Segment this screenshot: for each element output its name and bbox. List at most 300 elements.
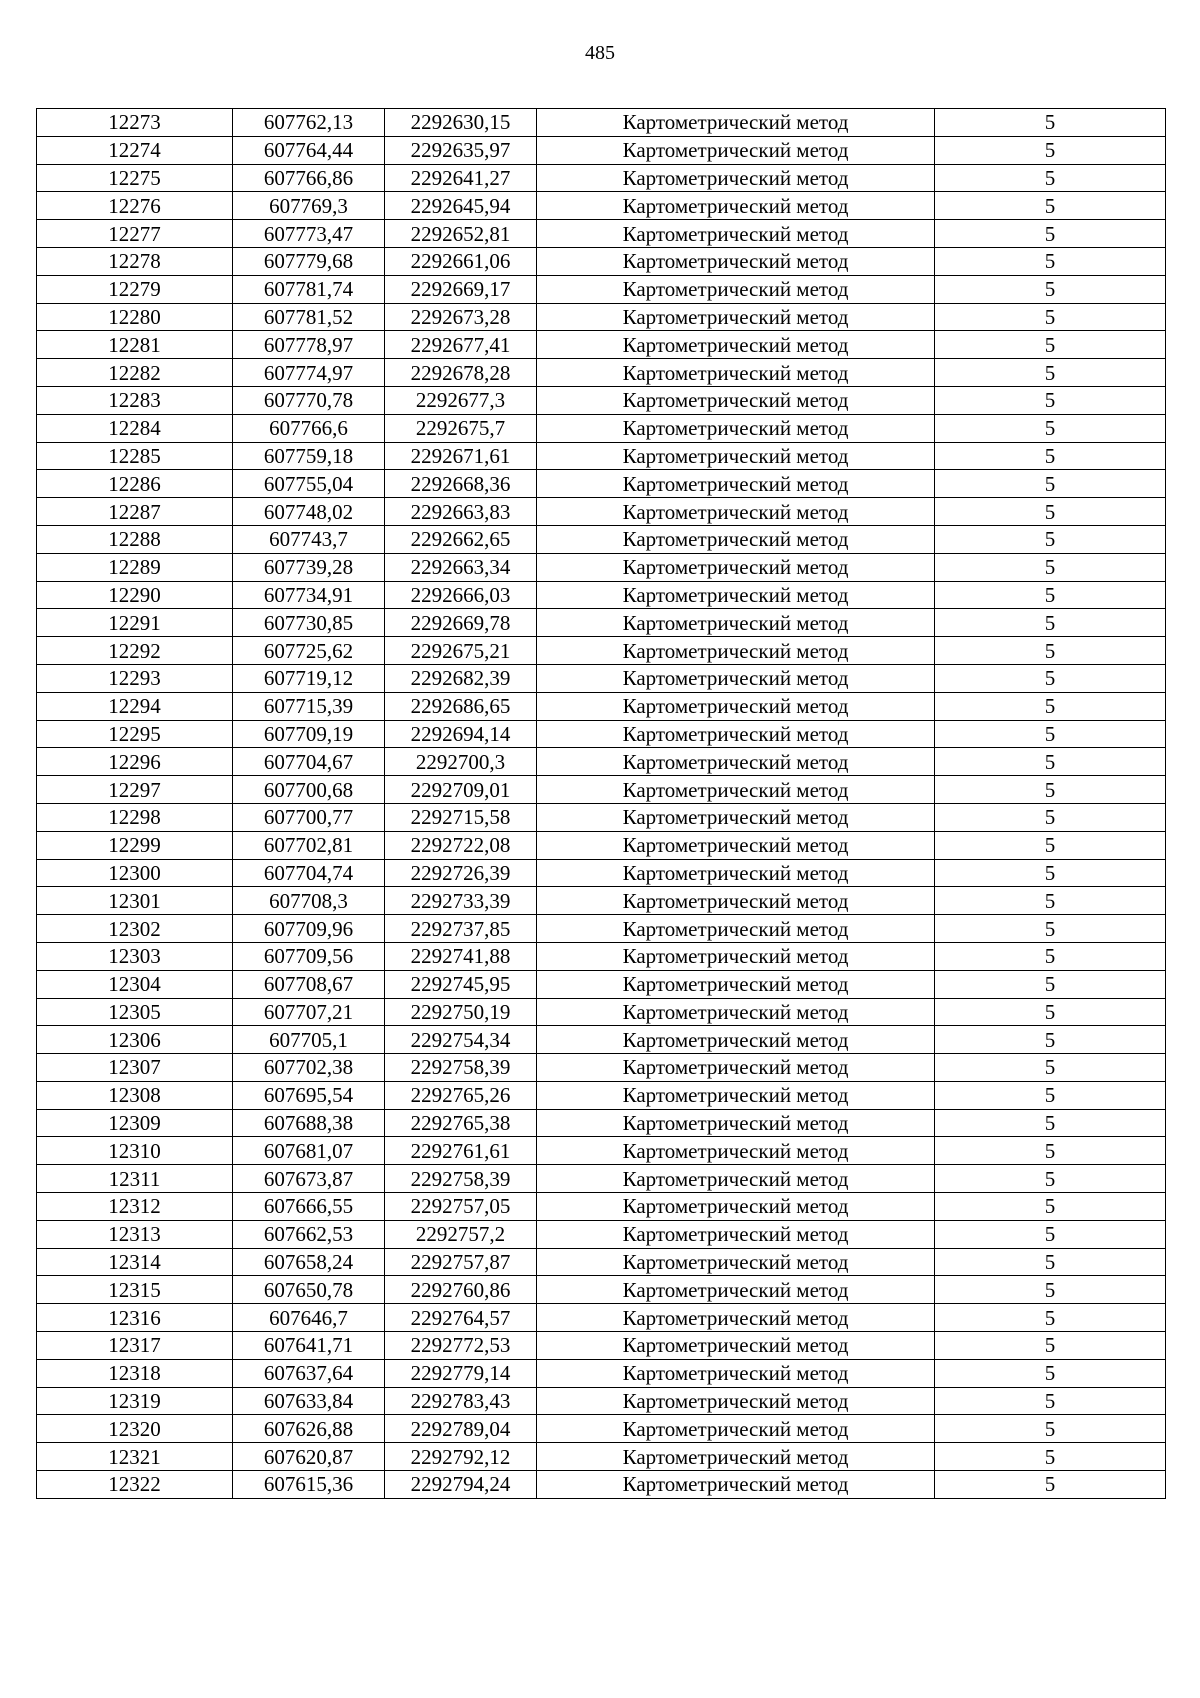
accuracy-cell: 5 <box>935 414 1166 442</box>
y-coordinate-cell: 2292700,3 <box>385 748 537 776</box>
point-number-cell: 12276 <box>37 192 233 220</box>
method-cell: Картометрический метод <box>537 1304 935 1332</box>
method-cell: Картометрический метод <box>537 581 935 609</box>
point-number-cell: 12281 <box>37 331 233 359</box>
y-coordinate-cell: 2292761,61 <box>385 1137 537 1165</box>
y-coordinate-cell: 2292669,78 <box>385 609 537 637</box>
method-cell: Картометрический метод <box>537 247 935 275</box>
y-coordinate-cell: 2292677,41 <box>385 331 537 359</box>
y-coordinate-cell: 2292645,94 <box>385 192 537 220</box>
table-row <box>37 859 1166 887</box>
table-row <box>37 942 1166 970</box>
method-cell: Картометрический метод <box>537 1443 935 1471</box>
point-number-cell: 12316 <box>37 1304 233 1332</box>
method-cell: Картометрический метод <box>537 136 935 164</box>
accuracy-cell: 5 <box>935 386 1166 414</box>
accuracy-cell: 5 <box>935 1165 1166 1193</box>
point-number-cell: 12283 <box>37 386 233 414</box>
y-coordinate-cell: 2292765,38 <box>385 1109 537 1137</box>
method-cell: Картометрический метод <box>537 637 935 665</box>
method-cell: Картометрический метод <box>537 831 935 859</box>
y-coordinate-cell: 2292745,95 <box>385 970 537 998</box>
table-row <box>37 609 1166 637</box>
method-cell: Картометрический метод <box>537 525 935 553</box>
table-row <box>37 637 1166 665</box>
point-number-cell: 12279 <box>37 275 233 303</box>
accuracy-cell: 5 <box>935 1054 1166 1082</box>
accuracy-cell: 5 <box>935 776 1166 804</box>
table-row <box>37 1165 1166 1193</box>
table-row <box>37 970 1166 998</box>
accuracy-cell: 5 <box>935 470 1166 498</box>
y-coordinate-cell: 2292678,28 <box>385 359 537 387</box>
x-coordinate-cell: 607673,87 <box>233 1165 385 1193</box>
accuracy-cell: 5 <box>935 275 1166 303</box>
point-number-cell: 12305 <box>37 998 233 1026</box>
y-coordinate-cell: 2292783,43 <box>385 1387 537 1415</box>
table-row <box>37 414 1166 442</box>
x-coordinate-cell: 607708,3 <box>233 887 385 915</box>
accuracy-cell: 5 <box>935 831 1166 859</box>
table-row <box>37 386 1166 414</box>
y-coordinate-cell: 2292666,03 <box>385 581 537 609</box>
table-body <box>37 109 1166 1499</box>
page-number: 485 <box>585 42 615 64</box>
y-coordinate-cell: 2292758,39 <box>385 1054 537 1082</box>
y-coordinate-cell: 2292673,28 <box>385 303 537 331</box>
y-coordinate-cell: 2292789,04 <box>385 1415 537 1443</box>
accuracy-cell: 5 <box>935 915 1166 943</box>
x-coordinate-cell: 607620,87 <box>233 1443 385 1471</box>
y-coordinate-cell: 2292675,21 <box>385 637 537 665</box>
table-row <box>37 220 1166 248</box>
table-row <box>37 1248 1166 1276</box>
point-number-cell: 12297 <box>37 776 233 804</box>
x-coordinate-cell: 607709,96 <box>233 915 385 943</box>
table-row <box>37 887 1166 915</box>
accuracy-cell: 5 <box>935 1248 1166 1276</box>
method-cell: Картометрический метод <box>537 1276 935 1304</box>
method-cell: Картометрический метод <box>537 1332 935 1360</box>
y-coordinate-cell: 2292760,86 <box>385 1276 537 1304</box>
x-coordinate-cell: 607770,78 <box>233 386 385 414</box>
x-coordinate-cell: 607725,62 <box>233 637 385 665</box>
table-row <box>37 247 1166 275</box>
method-cell: Картометрический метод <box>537 776 935 804</box>
method-cell: Картометрический метод <box>537 1109 935 1137</box>
y-coordinate-cell: 2292677,3 <box>385 386 537 414</box>
method-cell: Картометрический метод <box>537 859 935 887</box>
y-coordinate-cell: 2292779,14 <box>385 1359 537 1387</box>
x-coordinate-cell: 607734,91 <box>233 581 385 609</box>
accuracy-cell: 5 <box>935 1026 1166 1054</box>
x-coordinate-cell: 607705,1 <box>233 1026 385 1054</box>
accuracy-cell: 5 <box>935 192 1166 220</box>
x-coordinate-cell: 607708,67 <box>233 970 385 998</box>
x-coordinate-cell: 607662,53 <box>233 1220 385 1248</box>
method-cell: Картометрический метод <box>537 1415 935 1443</box>
table-row <box>37 1109 1166 1137</box>
table-row <box>37 803 1166 831</box>
table-row <box>37 1332 1166 1360</box>
table-row <box>37 692 1166 720</box>
x-coordinate-cell: 607748,02 <box>233 498 385 526</box>
method-cell: Картометрический метод <box>537 609 935 637</box>
y-coordinate-cell: 2292764,57 <box>385 1304 537 1332</box>
x-coordinate-cell: 607778,97 <box>233 331 385 359</box>
point-number-cell: 12288 <box>37 525 233 553</box>
y-coordinate-cell: 2292709,01 <box>385 776 537 804</box>
y-coordinate-cell: 2292754,34 <box>385 1026 537 1054</box>
point-number-cell: 12319 <box>37 1387 233 1415</box>
table-row <box>37 331 1166 359</box>
table-row <box>37 748 1166 776</box>
y-coordinate-cell: 2292741,88 <box>385 942 537 970</box>
x-coordinate-cell: 607743,7 <box>233 525 385 553</box>
accuracy-cell: 5 <box>935 331 1166 359</box>
method-cell: Картометрический метод <box>537 303 935 331</box>
method-cell: Картометрический метод <box>537 803 935 831</box>
point-number-cell: 12290 <box>37 581 233 609</box>
table-row <box>37 192 1166 220</box>
accuracy-cell: 5 <box>935 1387 1166 1415</box>
x-coordinate-cell: 607626,88 <box>233 1415 385 1443</box>
point-number-cell: 12278 <box>37 247 233 275</box>
accuracy-cell: 5 <box>935 1276 1166 1304</box>
accuracy-cell: 5 <box>935 1137 1166 1165</box>
point-number-cell: 12310 <box>37 1137 233 1165</box>
y-coordinate-cell: 2292737,85 <box>385 915 537 943</box>
x-coordinate-cell: 607779,68 <box>233 247 385 275</box>
y-coordinate-cell: 2292686,65 <box>385 692 537 720</box>
accuracy-cell: 5 <box>935 859 1166 887</box>
method-cell: Картометрический метод <box>537 1026 935 1054</box>
table-row <box>37 498 1166 526</box>
point-number-cell: 12287 <box>37 498 233 526</box>
y-coordinate-cell: 2292641,27 <box>385 164 537 192</box>
method-cell: Картометрический метод <box>537 1248 935 1276</box>
point-number-cell: 12315 <box>37 1276 233 1304</box>
x-coordinate-cell: 607633,84 <box>233 1387 385 1415</box>
accuracy-cell: 5 <box>935 553 1166 581</box>
accuracy-cell: 5 <box>935 359 1166 387</box>
method-cell: Картометрический метод <box>537 359 935 387</box>
x-coordinate-cell: 607764,44 <box>233 136 385 164</box>
point-number-cell: 12286 <box>37 470 233 498</box>
table-row <box>37 915 1166 943</box>
point-number-cell: 12314 <box>37 1248 233 1276</box>
x-coordinate-cell: 607715,39 <box>233 692 385 720</box>
method-cell: Картометрический метод <box>537 1471 935 1499</box>
point-number-cell: 12304 <box>37 970 233 998</box>
y-coordinate-cell: 2292682,39 <box>385 664 537 692</box>
point-number-cell: 12312 <box>37 1193 233 1221</box>
table-row <box>37 1387 1166 1415</box>
point-number-cell: 12289 <box>37 553 233 581</box>
point-number-cell: 12322 <box>37 1471 233 1499</box>
method-cell: Картометрический метод <box>537 109 935 137</box>
point-number-cell: 12302 <box>37 915 233 943</box>
accuracy-cell: 5 <box>935 442 1166 470</box>
method-cell: Картометрический метод <box>537 1081 935 1109</box>
accuracy-cell: 5 <box>935 609 1166 637</box>
x-coordinate-cell: 607781,52 <box>233 303 385 331</box>
point-number-cell: 12306 <box>37 1026 233 1054</box>
table-row <box>37 1304 1166 1332</box>
method-cell: Картометрический метод <box>537 1193 935 1221</box>
table-row <box>37 1443 1166 1471</box>
point-number-cell: 12274 <box>37 136 233 164</box>
table-row <box>37 1220 1166 1248</box>
method-cell: Картометрический метод <box>537 1387 935 1415</box>
y-coordinate-cell: 2292722,08 <box>385 831 537 859</box>
point-number-cell: 12295 <box>37 720 233 748</box>
accuracy-cell: 5 <box>935 637 1166 665</box>
point-number-cell: 12282 <box>37 359 233 387</box>
y-coordinate-cell: 2292694,14 <box>385 720 537 748</box>
point-number-cell: 12294 <box>37 692 233 720</box>
method-cell: Картометрический метод <box>537 386 935 414</box>
table-row <box>37 1026 1166 1054</box>
x-coordinate-cell: 607709,19 <box>233 720 385 748</box>
y-coordinate-cell: 2292765,26 <box>385 1081 537 1109</box>
accuracy-cell: 5 <box>935 1471 1166 1499</box>
y-coordinate-cell: 2292669,17 <box>385 275 537 303</box>
x-coordinate-cell: 607709,56 <box>233 942 385 970</box>
point-number-cell: 12292 <box>37 637 233 665</box>
point-number-cell: 12299 <box>37 831 233 859</box>
y-coordinate-cell: 2292733,39 <box>385 887 537 915</box>
method-cell: Картометрический метод <box>537 970 935 998</box>
x-coordinate-cell: 607739,28 <box>233 553 385 581</box>
point-number-cell: 12275 <box>37 164 233 192</box>
x-coordinate-cell: 607641,71 <box>233 1332 385 1360</box>
point-number-cell: 12273 <box>37 109 233 137</box>
table-row <box>37 359 1166 387</box>
point-number-cell: 12296 <box>37 748 233 776</box>
method-cell: Картометрический метод <box>537 498 935 526</box>
method-cell: Картометрический метод <box>537 553 935 581</box>
point-number-cell: 12311 <box>37 1165 233 1193</box>
x-coordinate-cell: 607615,36 <box>233 1471 385 1499</box>
accuracy-cell: 5 <box>935 998 1166 1026</box>
y-coordinate-cell: 2292630,15 <box>385 109 537 137</box>
table-row <box>37 275 1166 303</box>
x-coordinate-cell: 607781,74 <box>233 275 385 303</box>
y-coordinate-cell: 2292757,87 <box>385 1248 537 1276</box>
accuracy-cell: 5 <box>935 1193 1166 1221</box>
table-row <box>37 525 1166 553</box>
table-row <box>37 998 1166 1026</box>
method-cell: Картометрический метод <box>537 470 935 498</box>
accuracy-cell: 5 <box>935 803 1166 831</box>
point-number-cell: 12284 <box>37 414 233 442</box>
table-row <box>37 470 1166 498</box>
y-coordinate-cell: 2292758,39 <box>385 1165 537 1193</box>
x-coordinate-cell: 607766,86 <box>233 164 385 192</box>
x-coordinate-cell: 607681,07 <box>233 1137 385 1165</box>
accuracy-cell: 5 <box>935 1415 1166 1443</box>
method-cell: Картометрический метод <box>537 442 935 470</box>
table-row <box>37 164 1166 192</box>
y-coordinate-cell: 2292726,39 <box>385 859 537 887</box>
accuracy-cell: 5 <box>935 1220 1166 1248</box>
y-coordinate-cell: 2292671,61 <box>385 442 537 470</box>
y-coordinate-cell: 2292772,53 <box>385 1332 537 1360</box>
y-coordinate-cell: 2292662,65 <box>385 525 537 553</box>
x-coordinate-cell: 607695,54 <box>233 1081 385 1109</box>
accuracy-cell: 5 <box>935 1304 1166 1332</box>
point-number-cell: 12301 <box>37 887 233 915</box>
y-coordinate-cell: 2292757,05 <box>385 1193 537 1221</box>
point-number-cell: 12308 <box>37 1081 233 1109</box>
method-cell: Картометрический метод <box>537 164 935 192</box>
table-row <box>37 831 1166 859</box>
table-row <box>37 1471 1166 1499</box>
table-row <box>37 136 1166 164</box>
method-cell: Картометрический метод <box>537 1054 935 1082</box>
coordinates-table <box>36 108 1166 1499</box>
table-row <box>37 720 1166 748</box>
x-coordinate-cell: 607704,74 <box>233 859 385 887</box>
table-row <box>37 303 1166 331</box>
x-coordinate-cell: 607707,21 <box>233 998 385 1026</box>
x-coordinate-cell: 607658,24 <box>233 1248 385 1276</box>
accuracy-cell: 5 <box>935 498 1166 526</box>
accuracy-cell: 5 <box>935 247 1166 275</box>
accuracy-cell: 5 <box>935 720 1166 748</box>
accuracy-cell: 5 <box>935 1332 1166 1360</box>
y-coordinate-cell: 2292668,36 <box>385 470 537 498</box>
accuracy-cell: 5 <box>935 164 1166 192</box>
point-number-cell: 12280 <box>37 303 233 331</box>
point-number-cell: 12293 <box>37 664 233 692</box>
method-cell: Картометрический метод <box>537 1137 935 1165</box>
x-coordinate-cell: 607773,47 <box>233 220 385 248</box>
x-coordinate-cell: 607774,97 <box>233 359 385 387</box>
table-row <box>37 109 1166 137</box>
table-row <box>37 1054 1166 1082</box>
method-cell: Картометрический метод <box>537 748 935 776</box>
point-number-cell: 12317 <box>37 1332 233 1360</box>
accuracy-cell: 5 <box>935 1359 1166 1387</box>
x-coordinate-cell: 607666,55 <box>233 1193 385 1221</box>
table-row <box>37 1193 1166 1221</box>
table-row <box>37 442 1166 470</box>
table-row <box>37 776 1166 804</box>
point-number-cell: 12291 <box>37 609 233 637</box>
point-number-cell: 12307 <box>37 1054 233 1082</box>
table-row <box>37 1276 1166 1304</box>
table-row <box>37 553 1166 581</box>
table-row <box>37 664 1166 692</box>
method-cell: Картометрический метод <box>537 942 935 970</box>
method-cell: Картометрический метод <box>537 887 935 915</box>
method-cell: Картометрический метод <box>537 720 935 748</box>
accuracy-cell: 5 <box>935 942 1166 970</box>
point-number-cell: 12309 <box>37 1109 233 1137</box>
point-number-cell: 12321 <box>37 1443 233 1471</box>
x-coordinate-cell: 607769,3 <box>233 192 385 220</box>
accuracy-cell: 5 <box>935 692 1166 720</box>
y-coordinate-cell: 2292663,34 <box>385 553 537 581</box>
accuracy-cell: 5 <box>935 664 1166 692</box>
point-number-cell: 12320 <box>37 1415 233 1443</box>
x-coordinate-cell: 607755,04 <box>233 470 385 498</box>
point-number-cell: 12303 <box>37 942 233 970</box>
method-cell: Картометрический метод <box>537 331 935 359</box>
point-number-cell: 12300 <box>37 859 233 887</box>
accuracy-cell: 5 <box>935 748 1166 776</box>
accuracy-cell: 5 <box>935 136 1166 164</box>
table-row <box>37 581 1166 609</box>
accuracy-cell: 5 <box>935 525 1166 553</box>
method-cell: Картометрический метод <box>537 664 935 692</box>
y-coordinate-cell: 2292750,19 <box>385 998 537 1026</box>
method-cell: Картометрический метод <box>537 915 935 943</box>
x-coordinate-cell: 607688,38 <box>233 1109 385 1137</box>
accuracy-cell: 5 <box>935 887 1166 915</box>
method-cell: Картометрический метод <box>537 692 935 720</box>
x-coordinate-cell: 607759,18 <box>233 442 385 470</box>
y-coordinate-cell: 2292675,7 <box>385 414 537 442</box>
accuracy-cell: 5 <box>935 1109 1166 1137</box>
x-coordinate-cell: 607766,6 <box>233 414 385 442</box>
method-cell: Картометрический метод <box>537 1359 935 1387</box>
method-cell: Картометрический метод <box>537 220 935 248</box>
method-cell: Картометрический метод <box>537 998 935 1026</box>
y-coordinate-cell: 2292661,06 <box>385 247 537 275</box>
table-row <box>37 1415 1166 1443</box>
accuracy-cell: 5 <box>935 1081 1166 1109</box>
accuracy-cell: 5 <box>935 581 1166 609</box>
x-coordinate-cell: 607646,7 <box>233 1304 385 1332</box>
accuracy-cell: 5 <box>935 970 1166 998</box>
point-number-cell: 12318 <box>37 1359 233 1387</box>
x-coordinate-cell: 607719,12 <box>233 664 385 692</box>
point-number-cell: 12298 <box>37 803 233 831</box>
accuracy-cell: 5 <box>935 1443 1166 1471</box>
x-coordinate-cell: 607730,85 <box>233 609 385 637</box>
y-coordinate-cell: 2292635,97 <box>385 136 537 164</box>
accuracy-cell: 5 <box>935 303 1166 331</box>
x-coordinate-cell: 607704,67 <box>233 748 385 776</box>
accuracy-cell: 5 <box>935 220 1166 248</box>
method-cell: Картометрический метод <box>537 275 935 303</box>
table-row <box>37 1137 1166 1165</box>
y-coordinate-cell: 2292715,58 <box>385 803 537 831</box>
y-coordinate-cell: 2292652,81 <box>385 220 537 248</box>
accuracy-cell: 5 <box>935 109 1166 137</box>
x-coordinate-cell: 607762,13 <box>233 109 385 137</box>
y-coordinate-cell: 2292792,12 <box>385 1443 537 1471</box>
method-cell: Картометрический метод <box>537 1165 935 1193</box>
point-number-cell: 12285 <box>37 442 233 470</box>
x-coordinate-cell: 607637,64 <box>233 1359 385 1387</box>
x-coordinate-cell: 607650,78 <box>233 1276 385 1304</box>
y-coordinate-cell: 2292757,2 <box>385 1220 537 1248</box>
x-coordinate-cell: 607700,68 <box>233 776 385 804</box>
x-coordinate-cell: 607700,77 <box>233 803 385 831</box>
table-row <box>37 1359 1166 1387</box>
method-cell: Картометрический метод <box>537 192 935 220</box>
x-coordinate-cell: 607702,81 <box>233 831 385 859</box>
point-number-cell: 12313 <box>37 1220 233 1248</box>
table-row <box>37 1081 1166 1109</box>
y-coordinate-cell: 2292794,24 <box>385 1471 537 1499</box>
point-number-cell: 12277 <box>37 220 233 248</box>
x-coordinate-cell: 607702,38 <box>233 1054 385 1082</box>
